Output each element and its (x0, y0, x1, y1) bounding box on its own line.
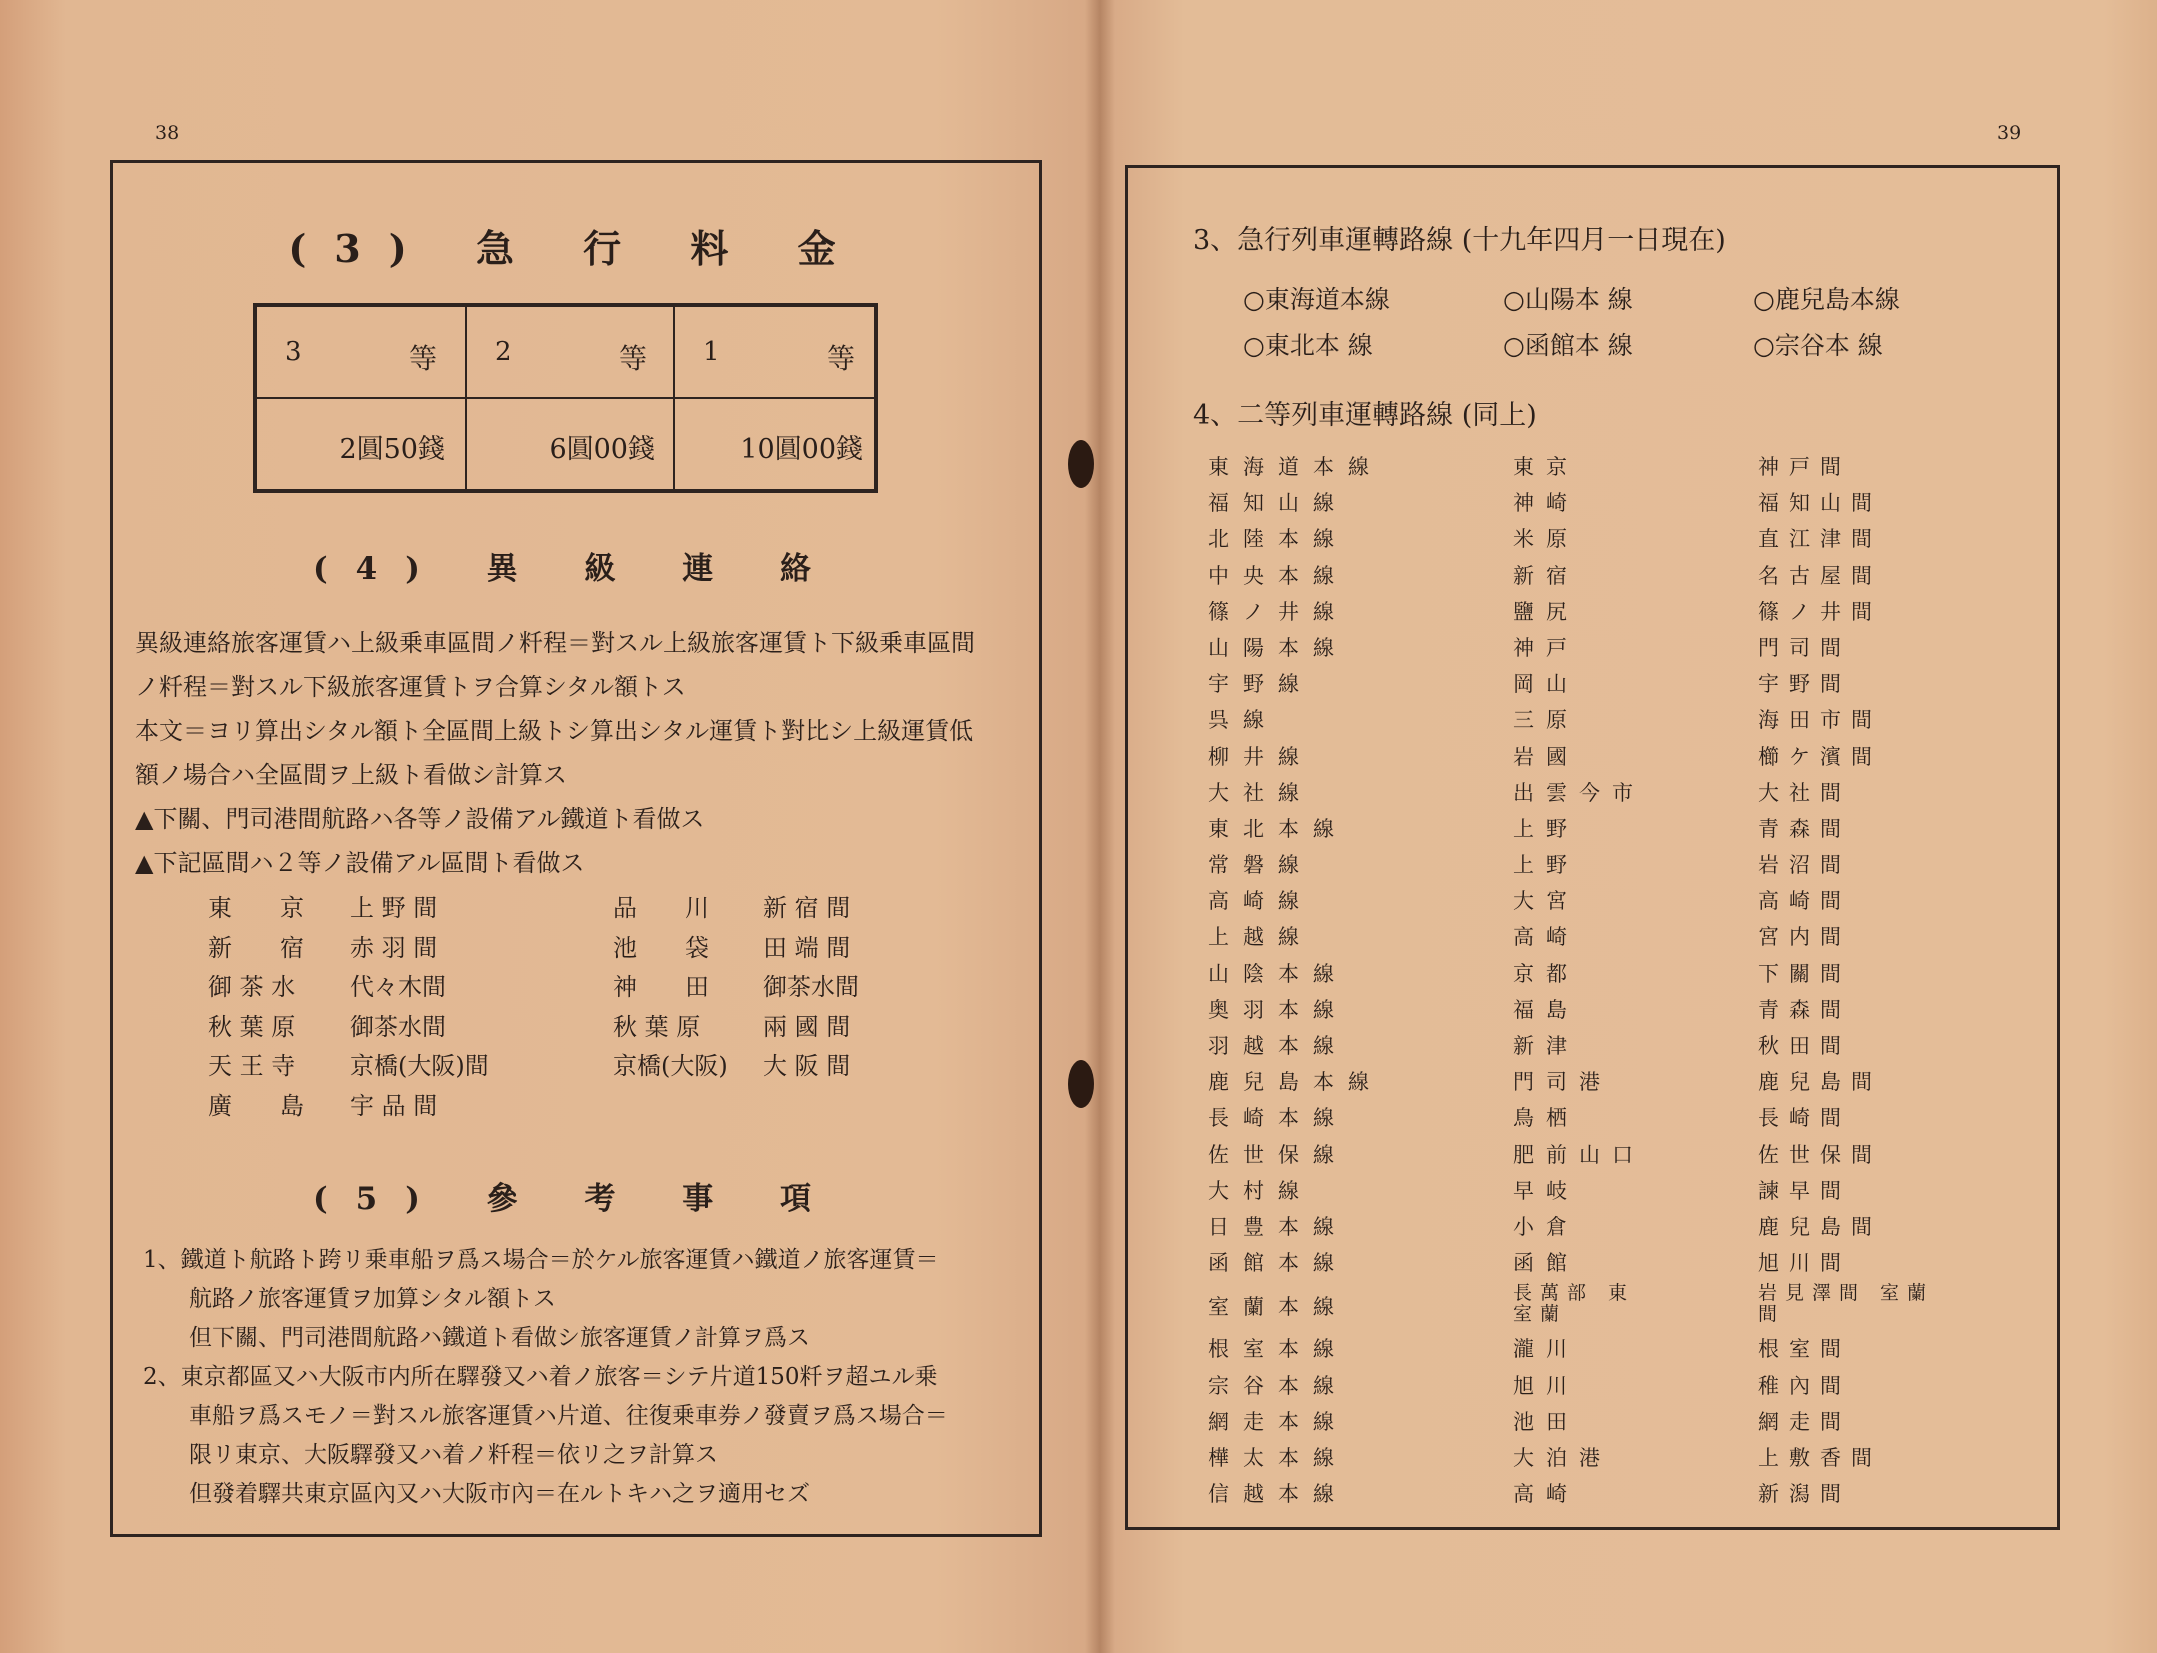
station-pair-row (208, 928, 968, 968)
route-from: 早岐 (1513, 1178, 1579, 1203)
section5-line: 但下關、門司港間航路ハ鐵道ト看做シ旅客運賃ノ計算ヲ爲ス (143, 1325, 810, 1351)
route-row (1208, 704, 2098, 740)
route-row (1208, 1333, 2098, 1369)
route-to: 新潟間 (1758, 1482, 1851, 1507)
station-a: 御 茶 水 (208, 973, 296, 1001)
binding-hole-icon (1068, 1060, 1094, 1108)
route-to: 宮内間 (1758, 925, 1851, 950)
route-row (1208, 958, 2098, 994)
route-line: 長崎本線 (1208, 1106, 1348, 1131)
route-row (1208, 777, 2098, 813)
fare-class-num: 2 (495, 337, 512, 367)
route-row (1208, 451, 2098, 487)
left-page-frame (110, 160, 1042, 1537)
route-row (1208, 1066, 2098, 1102)
binding-hole-icon (1068, 440, 1094, 488)
route-line: 信越本線 (1208, 1482, 1348, 1507)
station-pair-row (208, 967, 968, 1007)
route-from: 池田 (1513, 1409, 1579, 1434)
route-row (1208, 1370, 2098, 1406)
route-from: 神戸 (1513, 635, 1579, 660)
fare-col-3rd (257, 307, 465, 489)
station-b: 代々木間 (350, 973, 446, 1001)
route-line: 鹿兒島本線 (1208, 1070, 1383, 1095)
route-to: 直江津間 (1758, 527, 1882, 552)
route-row (1208, 1442, 2098, 1478)
route-row (1208, 487, 2098, 523)
fare-amount: 10圓00錢 (740, 434, 863, 465)
fare-col-1st (673, 307, 883, 489)
route-line: 東海道本線 (1208, 455, 1383, 479)
section5-line: 2、東京都區又ハ大阪市内所在驛發又ハ着ノ旅客＝シテ片道150粁ヲ超ユル乗 (143, 1364, 938, 1390)
station-d: 大 阪 間 (763, 1052, 851, 1080)
route-to: 諫早間 (1758, 1178, 1851, 1203)
route-from: 高崎 (1513, 925, 1579, 950)
route-from: 岡山 (1513, 672, 1579, 697)
route-row (1208, 885, 2098, 921)
section4-title: (4) 異 級 連 絡 (312, 551, 840, 587)
station-a: 天 王 寺 (208, 1052, 296, 1080)
station-b: 赤 羽 間 (350, 933, 438, 962)
route-line: 大社線 (1208, 780, 1313, 805)
second-class-routes-title: 4、二等列車運轉路線 (同上) (1193, 400, 1537, 431)
route-to: 福知山間 (1758, 491, 1882, 516)
route-line: 篠ノ井線 (1208, 599, 1348, 624)
section5-title: (5) 參 考 事 項 (312, 1181, 840, 1217)
route-to: 岩見澤間 室蘭間 (1758, 1282, 1935, 1326)
route-line: 大村線 (1208, 1178, 1313, 1203)
section4-line: ▲下關、門司港間航路ハ各等ノ設備アル鐵道ト看做ス (135, 805, 705, 833)
route-to: 長崎間 (1758, 1106, 1851, 1131)
route-row (1208, 849, 2098, 885)
station-c: 秋 葉 原 (613, 1012, 701, 1041)
section4-line: 額ノ場合ハ全區間ヲ上級ト看做シ計算ス (135, 761, 567, 789)
station-b: 御茶水間 (350, 1012, 446, 1041)
page-number-right: 39 (1997, 122, 2022, 144)
route-to: 青森間 (1758, 816, 1851, 841)
route-line: 柳井線 (1208, 744, 1313, 769)
route-line: 室蘭本線 (1208, 1295, 1348, 1320)
station-c: 池 袋 (613, 933, 709, 962)
section5-line: 航路ノ旅客運賃ヲ加算シタル額トス (143, 1286, 556, 1312)
section4-paragraphs (135, 621, 1050, 885)
route-line: 呉線 (1208, 708, 1278, 733)
route-to: 篠ノ井間 (1758, 599, 1882, 624)
station-a: 廣 島 (208, 1091, 304, 1120)
route-from: 大泊港 (1513, 1445, 1612, 1470)
route-row (1208, 596, 2098, 632)
express-line: ○山陽本 線 (1503, 285, 1633, 314)
station-pair-grid (208, 888, 968, 1125)
station-a: 秋 葉 原 (208, 1012, 296, 1041)
route-row (1208, 1139, 2098, 1175)
route-line: 日豊本線 (1208, 1214, 1348, 1239)
route-from: 福島 (1513, 997, 1579, 1022)
express-line: ○函館本 線 (1503, 331, 1633, 360)
route-to: 名古屋間 (1758, 563, 1882, 588)
station-b: 上 野 間 (350, 894, 438, 922)
route-to: 大社間 (1758, 780, 1851, 805)
route-row (1208, 921, 2098, 957)
book-gutter (1085, 0, 1115, 1653)
route-from: 出雲今市 (1513, 780, 1645, 805)
station-d: 兩 國 間 (763, 1012, 851, 1041)
right-page-frame (1125, 165, 2060, 1530)
route-from: 米原 (1513, 527, 1579, 552)
route-row (1208, 668, 2098, 704)
route-row (1208, 994, 2098, 1030)
section4-line: 異級連絡旅客運賃ハ上級乗車區間ノ粁程＝對スル上級旅客運賃ト下級乗車區間 (135, 629, 975, 657)
route-line: 山陰本線 (1208, 961, 1348, 986)
route-from: 上野 (1513, 816, 1579, 841)
route-row (1208, 1478, 2098, 1514)
route-line: 樺太本線 (1208, 1445, 1348, 1470)
fare-class-suffix: 等 (826, 342, 855, 375)
route-line: 宗谷本線 (1208, 1373, 1348, 1398)
route-line: 網走本線 (1208, 1409, 1348, 1434)
express-line: ○東北本 線 (1243, 331, 1373, 360)
route-line: 福知山線 (1208, 491, 1348, 516)
route-line: 東北本線 (1208, 816, 1348, 841)
route-from: 旭川 (1513, 1373, 1579, 1398)
route-to: 岩沼間 (1758, 853, 1851, 878)
route-from: 新津 (1513, 1034, 1579, 1058)
section5-line: 但發着驛共東京區內又ハ大阪市內＝在ルトキハ之ヲ適用セズ (143, 1481, 810, 1507)
route-to: 網走間 (1758, 1409, 1851, 1434)
route-line: 宇野線 (1208, 672, 1313, 697)
express-line: ○東海道本線 (1243, 285, 1390, 314)
route-to: 高崎間 (1758, 889, 1851, 914)
station-c: 品 川 (613, 894, 709, 922)
route-from: 三原 (1513, 708, 1579, 733)
station-pair-row (208, 888, 968, 928)
route-from: 瀧川 (1513, 1337, 1579, 1362)
fare-amount: 2圓50錢 (339, 434, 445, 465)
route-line: 根室本線 (1208, 1337, 1348, 1362)
station-a: 新 宿 (208, 933, 304, 962)
route-row (1208, 741, 2098, 777)
page-number-left: 38 (155, 122, 180, 144)
route-line: 常磐線 (1208, 853, 1313, 878)
route-to: 旭川間 (1758, 1251, 1851, 1276)
route-to: 鹿兒島間 (1758, 1070, 1882, 1095)
route-to: 海田市間 (1758, 708, 1882, 733)
route-row (1208, 632, 2098, 668)
express-line: ○鹿兒島本線 (1753, 285, 1900, 314)
section3-title: (3) 急 行 料 金 (288, 226, 864, 271)
route-to: 秋田間 (1758, 1034, 1851, 1058)
route-line: 高崎線 (1208, 889, 1313, 914)
fare-class-suffix: 等 (408, 342, 437, 375)
route-row (1208, 813, 2098, 849)
station-b: 宇 品 間 (350, 1091, 438, 1120)
route-row (1208, 523, 2098, 559)
route-row (1208, 560, 2098, 596)
route-row (1208, 1030, 2098, 1066)
route-from: 新宿 (1513, 563, 1579, 588)
route-from: 長萬部 東室蘭 (1513, 1282, 1636, 1326)
route-line: 佐世保線 (1208, 1142, 1348, 1167)
fare-table (253, 303, 878, 493)
route-to: 上敷香間 (1758, 1445, 1882, 1470)
route-to: 門司間 (1758, 635, 1851, 660)
route-to: 下關間 (1758, 961, 1851, 986)
route-line: 奥羽本線 (1208, 997, 1348, 1022)
express-routes-title: 3、急行列車運轉路線 (十九年四月一日現在) (1193, 225, 1726, 256)
fare-class-num: 1 (703, 337, 720, 367)
route-to: 櫛ケ濱間 (1758, 744, 1882, 769)
route-to: 根室間 (1758, 1337, 1851, 1362)
station-pair-row (208, 1007, 968, 1047)
route-from: 門司港 (1513, 1070, 1612, 1095)
route-from: 函館 (1513, 1251, 1579, 1276)
route-from: 東京 (1513, 455, 1579, 479)
station-d: 田 端 間 (763, 933, 851, 962)
station-c: 神 田 (613, 973, 709, 1001)
station-pair-row (208, 1086, 968, 1126)
route-to: 鹿兒島間 (1758, 1214, 1882, 1239)
fare-class-suffix: 等 (618, 342, 647, 375)
route-line: 羽越本線 (1208, 1034, 1348, 1058)
route-line: 上越線 (1208, 925, 1313, 950)
section5-line: 車船ヲ爲スモノ＝對スル旅客運賃ハ片道、往復乗車券ノ發賣ヲ爲ス場合＝ (143, 1403, 948, 1429)
route-row (1208, 1211, 2098, 1247)
route-from: 大宮 (1513, 889, 1579, 914)
route-line: 函館本線 (1208, 1251, 1348, 1276)
route-from: 京都 (1513, 961, 1579, 986)
station-b: 京橋(大阪)間 (350, 1052, 489, 1080)
route-from: 肥前山口 (1513, 1142, 1645, 1167)
route-from: 鳥栖 (1513, 1106, 1579, 1131)
route-line: 北陸本線 (1208, 527, 1348, 552)
section4-line: 本文＝ヨリ算出シタル額ト全區間上級トシ算出シタル運賃ト對比シ上級運賃低 (135, 717, 974, 745)
section4-line: ノ粁程＝對スル下級旅客運賃トヲ合算シタル額トス (135, 673, 686, 701)
route-to: 神戸間 (1758, 455, 1851, 479)
route-to: 宇野間 (1758, 672, 1851, 697)
station-d: 新 宿 間 (763, 894, 851, 922)
route-from: 岩國 (1513, 744, 1579, 769)
station-c: 京橋(大阪) (613, 1052, 728, 1080)
route-to: 佐世保間 (1758, 1142, 1882, 1167)
route-line: 山陽本線 (1208, 635, 1348, 660)
route-to: 稚內間 (1758, 1373, 1851, 1398)
fare-col-2nd (465, 307, 675, 489)
section5-line: 1、鐵道ト航路ト跨リ乗車船ヲ爲ス場合＝於ケル旅客運賃ハ鐵道ノ旅客運賃＝ (143, 1247, 939, 1273)
express-line: ○宗谷本 線 (1753, 331, 1883, 360)
route-to: 青森間 (1758, 997, 1851, 1022)
section5-list (143, 1241, 1043, 1514)
route-from: 小倉 (1513, 1214, 1579, 1239)
station-pair-row (208, 1046, 968, 1086)
station-a: 東 京 (208, 894, 304, 922)
route-line: 中央本線 (1208, 563, 1348, 588)
route-from: 上野 (1513, 853, 1579, 878)
route-row (1208, 1175, 2098, 1211)
right-page (1100, 0, 2157, 1653)
route-from: 鹽尻 (1513, 599, 1579, 624)
fare-class-num: 3 (285, 337, 302, 367)
station-d: 御茶水間 (763, 973, 859, 1001)
fare-amount: 6圓00錢 (549, 434, 655, 465)
route-from: 高崎 (1513, 1482, 1579, 1507)
section4-line: ▲下記區間ハ２等ノ設備アル區間ト看做ス (135, 849, 585, 877)
route-row (1208, 1406, 2098, 1442)
route-table (1208, 451, 2098, 1514)
route-row (1208, 1247, 2098, 1283)
route-row (1208, 1102, 2098, 1138)
route-row (1208, 1283, 2098, 1333)
section5-line: 限リ東京、大阪驛發又ハ着ノ粁程＝依リ之ヲ計算ス (143, 1442, 718, 1468)
route-from: 神崎 (1513, 491, 1579, 516)
